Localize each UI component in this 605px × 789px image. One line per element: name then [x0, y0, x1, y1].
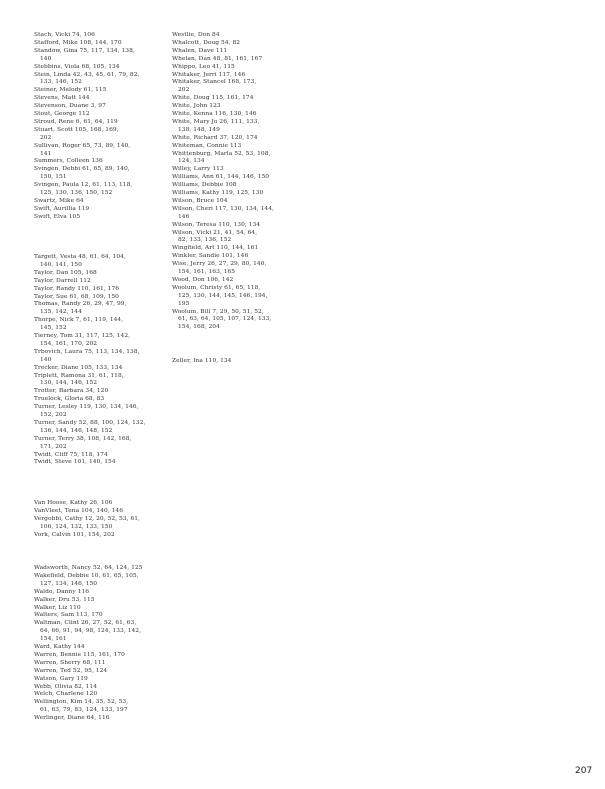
index-entry: Truelock, Gloria 68, 83	[34, 396, 105, 403]
index-entry: Whalen, Dave 111	[172, 47, 228, 54]
index-entry: Stuart, Scott 105, 168, 169,	[34, 126, 119, 133]
index-entry-continuation: 140, 141, 150	[40, 261, 82, 268]
index-entry: Wingfield, Art 110, 144, 161	[172, 245, 259, 252]
index-entry: Stroud, Rene 6, 61, 64, 119	[34, 118, 118, 125]
index-entry: Watson, Gary 119	[34, 675, 88, 682]
index-entry: Swartz, Mike 64	[34, 197, 84, 204]
index-entry-continuation: 141	[40, 150, 52, 157]
index-entry-continuation: 106, 124, 132, 133, 150	[40, 523, 113, 530]
index-entry: Wakefield, Debbie 10, 61, 65, 105,	[34, 572, 139, 579]
index-entry: Thomas, Randy 26, 29, 47, 99,	[34, 301, 127, 308]
index-entry: Ward, Kathy 144	[34, 644, 85, 650]
index-entry-continuation: 61, 63, 79, 83, 124, 133, 197	[40, 707, 128, 714]
index-entry-continuation: 140	[40, 356, 52, 363]
index-entry: White, Kenna 116, 130, 146	[172, 111, 257, 117]
index-entry-continuation: 125, 130, 144, 145, 146, 194,	[178, 292, 268, 299]
index-entry-continuation: 125, 130, 136, 150, 152	[40, 190, 113, 196]
index-entry: Stach, Vicki 74, 106	[34, 32, 95, 38]
index-entry-continuation: 152, 202	[40, 412, 67, 418]
index-entry: Wilson, Vicki 21, 41, 54, 64,	[172, 229, 258, 236]
index-entry-continuation: 61, 63, 64, 105, 107, 124, 133,	[178, 316, 272, 323]
index-entry: Turner, Lesley 119, 130, 134, 146,	[34, 404, 139, 411]
index-entry: Stevens, Matt 144	[34, 95, 90, 102]
index-entry: Wilson, Bruce 104	[172, 197, 228, 204]
index-entry: Stein, Linda 42, 43, 45, 61, 79, 82,	[34, 71, 140, 78]
index-entry: Whitaker, Jerri 117, 146	[172, 71, 246, 78]
index-entry: Woolum, Bill 7, 29, 50, 51, 52,	[172, 308, 264, 315]
index-entry: Whiteman, Connie 113	[172, 142, 242, 149]
index-entry-continuation: 133, 146, 152	[40, 79, 82, 86]
index-entry: Steiner, Melody 61, 115	[34, 87, 107, 94]
index-entry: Trbovich, Laura 75, 113, 134, 138,	[34, 348, 140, 355]
index-entry: Stevenson, Duane 3, 97	[34, 103, 106, 110]
index-entry: Whelan, Dan 48, 81, 161, 167	[172, 55, 263, 62]
index-entry-continuation: 138, 148, 149	[178, 126, 220, 133]
index-entry: Zeller, Ina 110, 134	[172, 358, 232, 364]
index-entry: Van Hoose, Kathy 26, 106	[34, 500, 113, 506]
index-entry-continuation: 154, 168, 204	[178, 324, 220, 331]
index-entry: Walters, Sam 113, 170	[34, 612, 103, 619]
index-entry-continuation: 82, 133, 136, 152	[178, 237, 232, 244]
index-entry: Woolum, Christy 61, 65, 118,	[172, 284, 261, 291]
index-entry: Welch, Charlene 120	[34, 691, 98, 698]
index-entry: Whittenburg, Marla 52, 53, 108,	[172, 150, 271, 157]
index-entry: White, Mary Jo 26, 111, 133,	[172, 118, 260, 125]
index-entry-continuation: 154, 161, 170, 202	[40, 340, 98, 347]
index-entry: Williams, Debbie 108	[172, 182, 237, 189]
index-entry: Williams, Ann 61, 144, 146, 150	[172, 174, 270, 181]
index-entry-continuation: 127, 134, 146, 150	[40, 580, 98, 587]
index-entry: Twidt, Cliff 75, 118, 174	[34, 451, 108, 458]
index-entry: Warren, Sherry 68, 111	[34, 659, 106, 666]
index-entry: Westlie, Don 84	[172, 32, 220, 38]
page-number: 207	[575, 766, 593, 776]
index-entry: Wood, Don 106, 142	[172, 276, 234, 283]
index-entry: Williams, Kathy 119, 125, 130	[172, 190, 264, 196]
index-entry: Twidt, Steve 101, 140, 154	[34, 459, 116, 466]
index-entry-continuation: 202	[40, 134, 52, 141]
index-entry: White, John 123	[172, 103, 221, 110]
index-entry: White, Doug 115, 161, 174	[172, 95, 254, 102]
index-entry: Taylor, Randy 110, 161, 176	[34, 285, 120, 292]
index-entry: Swift, Aurillia 119	[34, 205, 90, 212]
index-entry: Taylor, Dan 105, 168	[34, 269, 97, 276]
index-entry-continuation: 154, 161	[40, 636, 67, 643]
index-entry: Wadsworth, Nancy 52, 64, 124, 125	[34, 565, 143, 571]
index-entry: Stafford, Mike 108, 144, 170	[34, 39, 122, 46]
index-entry: Taylor, Darrell 112	[34, 277, 91, 284]
index-entry: Thorpe, Nick 7, 61, 119, 144,	[34, 317, 124, 324]
index-entry-continuation: 171, 202	[40, 443, 67, 450]
index-entry: Turner, Sandy 52, 88, 100, 124, 132,	[34, 419, 146, 426]
index-entry: Turner, Terry 38, 108, 142, 168,	[34, 435, 132, 442]
index-entry: Trotter, Barbara 34, 120	[34, 388, 109, 395]
index-entry: Taylor, Sue 61, 68, 109, 150	[34, 293, 119, 300]
index-entry: Wilson, Teresa 110, 130, 134	[172, 221, 261, 228]
index-entry-continuation: 150, 151	[40, 174, 67, 181]
index-entry-continuation: 64, 66, 91, 94, 98, 124, 133, 142,	[40, 628, 141, 635]
index-entry: Winkler, Sandie 101, 146	[172, 253, 249, 260]
index-entry: Warren, Bennie 115, 161, 170	[34, 651, 125, 658]
index-entry: Svingen, Debbi 61, 65, 89, 140,	[34, 166, 130, 173]
index-entry: Waldo, Danny 116	[34, 588, 90, 595]
index-entry: Waltman, Clint 26, 27, 52, 61, 63,	[34, 620, 137, 627]
index-entry: Summers, Colleen 136	[34, 158, 103, 165]
index-entry: Webb, Olivia 82, 114	[34, 683, 98, 690]
index-entry-continuation: 135, 142, 144	[40, 309, 82, 316]
index-entry: Wilson, Cheri 117, 130, 134, 144,	[172, 205, 274, 212]
index-entry: Whalcott, Doug 54, 82	[172, 39, 241, 46]
index-entry: Vergobbi, Cathy 12, 20, 52, 53, 61,	[34, 515, 140, 522]
index-entry: Walker, Liz 110	[34, 604, 81, 611]
index-entry: VanVleet, Tena 104, 140, 146	[34, 507, 123, 514]
index-entry-continuation: 202	[178, 87, 190, 94]
index-entry: Swift, Elva 105	[34, 213, 81, 220]
index-entry: Standow, Gina 75, 117, 134, 138,	[34, 47, 135, 54]
index-entry: Tierney, Tom 31, 117, 125, 142,	[34, 333, 131, 339]
index-entry-continuation: 130, 144, 146, 152	[40, 380, 98, 387]
index-entry: Whippo, Leo 41, 115	[172, 63, 235, 70]
index-entry-continuation: 140	[40, 55, 52, 62]
index-entry: Trecker, Diane 105, 133, 134	[34, 364, 123, 371]
index-entry: Wellington, Kim 14, 35, 52, 53,	[34, 699, 129, 706]
index-entry-continuation: 146	[178, 213, 190, 220]
index-entry: Werlinger, Diane 64, 116	[34, 715, 110, 722]
index-entry-continuation: 154, 161, 163, 165	[178, 269, 236, 275]
index-entry-continuation: 136, 144, 146, 148, 152	[40, 427, 113, 434]
index-entry: Triplett, Ramona 31, 61, 118,	[34, 372, 124, 379]
index-entry-continuation: 195	[178, 300, 190, 307]
index-entry: Warren, Ted 52, 95, 124	[34, 667, 108, 674]
index-entry: Wise, Jerry 26, 27, 29, 80, 140,	[172, 261, 267, 268]
index-entry: White, Richard 37, 120, 174	[172, 134, 258, 141]
index-entry: Willey, Larry 113	[172, 166, 224, 173]
index-entry: Stebbins, Viola 68, 105, 134	[34, 63, 120, 70]
index-entry-continuation: 124, 134	[178, 158, 205, 165]
index-entry: Walker, Dru 53, 115	[34, 596, 95, 603]
index-entry: Sullivan, Roger 65, 73, 89, 140,	[34, 142, 131, 149]
index-entry: Vork, Calvin 101, 154, 202	[34, 531, 115, 538]
index-entry-continuation: 145, 152	[40, 325, 67, 332]
index-entry: Svingen, Paula 12, 61, 113, 118,	[34, 182, 133, 189]
index-entry: Whitaker, Stancel 168, 173,	[172, 79, 257, 86]
index-entry: Targett, Vesta 48, 61, 64, 104,	[34, 254, 126, 260]
index-entry: Stout, George 112	[34, 111, 90, 117]
